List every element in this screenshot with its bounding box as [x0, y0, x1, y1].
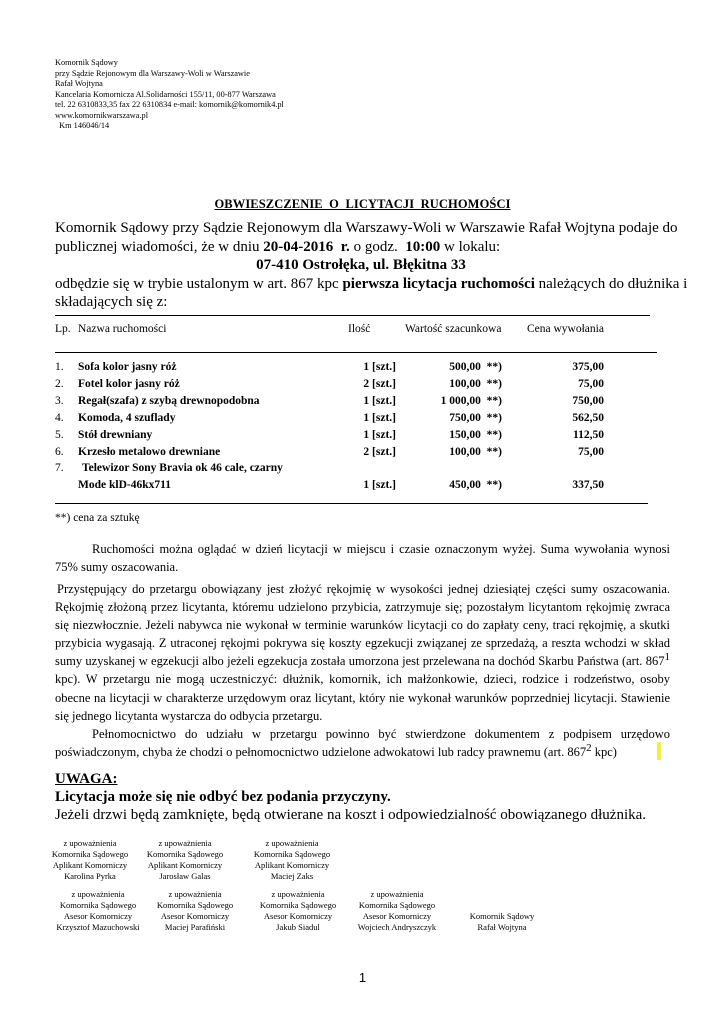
footnote: **) cena za sztukę — [55, 512, 140, 524]
divider — [55, 503, 648, 504]
divider — [55, 315, 650, 316]
deposit-paragraph: Przystępujący do przetargu obowiązany jest złożyć rękojmię w wysokości jednej dziesiątej części sumy oszacowania. Rękojmię złożoną przez licytanta, któremu udzielono przybicia, zatrzymuje się; pozostałym licytantom rękojmię zwraca się niezwłocznie. Jeżeli nabywca nie wykonał w terminie warunków licytacji co do zapłaty ceny, traci rękojmię, a skutki przybicia wygasają. Z utraconej rękojmi pokrywa się koszty egzekucji związanej ze sprzedażą, a reszta wchodzi w skład sumy uzyskanej w egzekucji albo jeżeli egzekucja została umorzona jest przelewana na dochód Skarbu Państwa (art. $867^1$ kpc). W przetargu nie mogą uczestniczyć: dłużnik, komornik, ich małżonkowie, dzieci, rodzice i rodzeństwo, osoby obecne na licytacji w charakterze urzędowym oraz licytant, który nie wykonał warunków poprzedniej licytacji. Stawienie się jednego licytanta wystarcza do odbycia przetargu. Pełnomocnictwo do udziału w przetargu powinno być stwierdzone dokumentem z podpisem urzędowo poświadczonym, chyba że chodzi o pełnomocnictwo udzielone adwokatowi lub radcy prawnemu (art. $867^2$ kpc) — [55, 580, 670, 761]
column-header-price: Cena wywołania — [527, 323, 604, 335]
table-row: 6. Krzesło metalowo drewniane 2 [szt.] 100,00 **) 75,00 — [55, 446, 604, 458]
warning-line: Licytacja może się nie odbyć bez podania przyczyny. — [55, 789, 391, 805]
signature-block: z upoważnienia Komornika Sądowego Aplikant Komorniczy Karolina Pyrka — [51, 838, 129, 881]
intro-line: odbędzie się w trybie ustalonym w art. 867 kpc pierwsza licytacja ruchomości należących do dłużnika i — [55, 275, 688, 292]
column-header-lp: Lp. — [55, 323, 71, 335]
table-row: 3. Regał(szafa) z szybą drewnopodobna 1 [szt.] 1 000,00 **) 750,00 — [55, 395, 604, 407]
signature-block: z upoważnienia Komornika Sądowego Asesor Komorniczy Wojciech Andryszczyk — [357, 889, 437, 932]
intro-line: publicznej wiadomości, że w dniu 20-04-2016 r. o godz. 10:00 w lokalu: — [55, 238, 501, 255]
intro-paragraph — [55, 219, 688, 312]
document-title: OBWIESZCZENIE O LICYTACJI RUCHOMOŚCI — [214, 197, 511, 211]
table-row: 5. Stół drewniany 1 [szt.] 150,00 **) 112,50 — [55, 429, 604, 441]
bailiff-signature: Komornik Sądowy Rafał Wojtyna — [469, 911, 535, 932]
power-of-attorney-paragraph: Pełnomocnictwo do udziału w przetargu powinno być stwierdzone dokumentem z podpisem urzędowo poświadczonym, chyba że chodzi o pełnomocnictwo udzielone adwokatowi lub radcy prawnemu (art. $867^2$ kpc) — [55, 726, 670, 759]
warning-line: Jeżeli drzwi będą zamknięte, będą otwierane na koszt i odpowiedzialność obowiązanego dłużnika. — [55, 807, 647, 823]
divider — [55, 352, 657, 353]
intro-line: Komornik Sądowy przy Sądzie Rejonowym dla Warszawy-Woli w Warszawie Rafał Wojtyna podaje do — [55, 220, 678, 236]
warning-block — [55, 770, 646, 824]
signature-block: z upoważnienia Komornika Sądowego Asesor Komorniczy Krzysztof Mazuchowski — [56, 889, 140, 932]
intro-line: składających się z: — [55, 294, 168, 310]
header-line: tel. 22 6310833,35 fax 22 6310834 e-mail: komornik@komornik4.pl — [55, 100, 284, 109]
column-header-name: Nazwa ruchomości — [78, 323, 167, 335]
header-line: www.komornikwarszawa.pl — [55, 110, 149, 120]
auction-address: 07-410 Ostrołęka, ul. Błękitna 33 — [256, 257, 466, 273]
column-header-qty: Ilość — [348, 323, 371, 335]
office-header — [55, 58, 284, 132]
auction-date: 20-04-2016 r. — [263, 238, 350, 255]
viewing-paragraph: Ruchomości można oglądać w dzień licytacji w miejscu i czasie oznaczonym wyżej. Suma wywołania wynosi 75% sumy oszacowania. — [55, 542, 670, 575]
warning-heading: UWAGA: — [55, 771, 118, 787]
header-line: Kancelaria Komornicza Al.Solidarności 155/11, 00-877 Warszawa — [55, 89, 276, 99]
header-line: Komornik Sądowy — [55, 58, 118, 67]
header-line: Rafał Wojtyna — [55, 79, 103, 88]
auction-time: 10:00 — [401, 238, 441, 255]
table-row: 1. Sofa kolor jasny róż 1 [szt.] 500,00 **) 375,00 — [55, 361, 604, 373]
signature-block: z upoważnienia Komornika Sądowego Asesor Komorniczy Maciej Parafiński — [156, 889, 234, 932]
table-row: 7. Telewizor Sony Bravia ok 46 cale, czarny Mode klD-46kx711 1 [szt.] 450,00 **) 337,50 — [55, 462, 604, 491]
table-row: 4. Komoda, 4 szuflady 1 [szt.] 750,00 **) 562,50 — [55, 412, 604, 424]
signature-block: z upoważnienia Komornika Sądowego Asesor Komorniczy Jakub Siadul — [259, 889, 337, 932]
highlight-mark — [657, 742, 661, 760]
table-row: 2. Fotel kolor jasny róż 2 [szt.] 100,00 **) 75,00 — [55, 378, 604, 390]
header-line: przy Sądzie Rejonowym dla Warszawy-Woli w Warszawie — [55, 68, 250, 78]
signature-block: z upoważnienia Komornika Sądowego Aplikant Komorniczy Maciej Zaks — [253, 838, 331, 881]
column-header-value: Wartość szacunkowa — [405, 323, 502, 335]
page-number: 1 — [358, 970, 367, 985]
signature-block: z upoważnienia Komornika Sądowego Aplikant Komorniczy Jarosław Galas — [146, 838, 224, 881]
case-number: Km 146046/14 — [55, 121, 110, 130]
